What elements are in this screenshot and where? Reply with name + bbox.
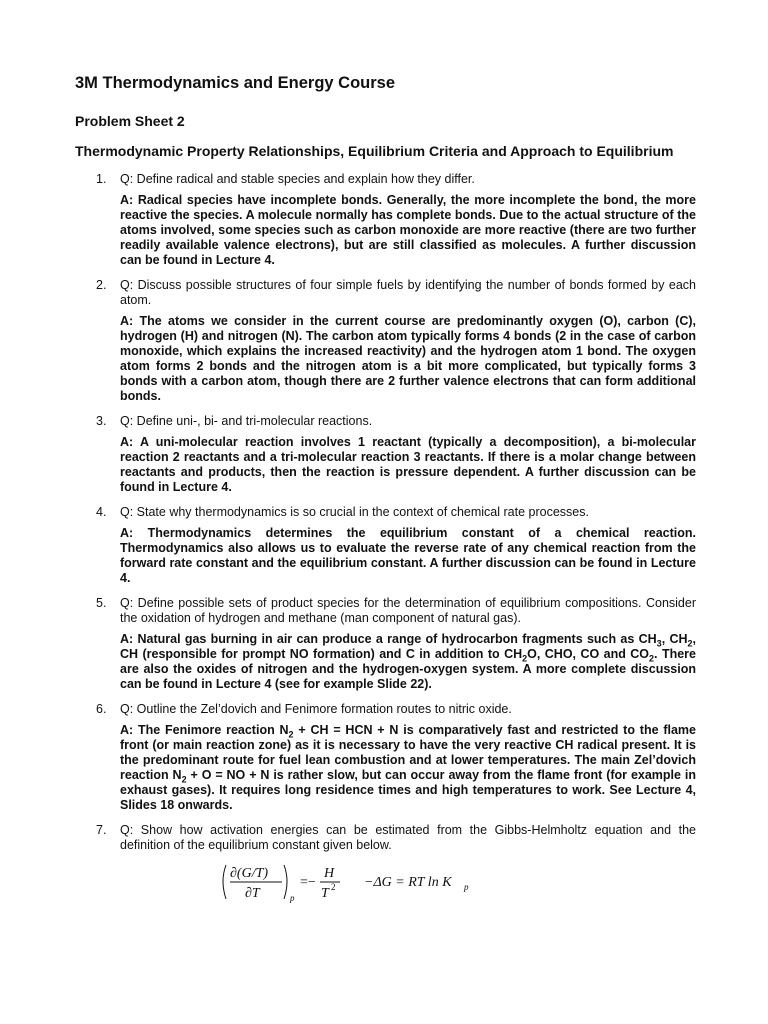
question-text: Q: Show how activation energies can be estimated from the Gibbs-Helmholtz equation and the definition of the equilibrium constant given below. (120, 823, 696, 852)
lhs-denominator: ∂T (245, 886, 260, 901)
subscript: 2 (288, 729, 294, 740)
gibbs-subscript: p (464, 882, 469, 892)
gibbs-equation: −ΔG = RT ln K (364, 875, 452, 890)
question-item-2 (75, 278, 696, 404)
answer-text: A: A uni-molecular reaction involves 1 reactant (typically a decomposition), a bi-molecular reaction 2 reactants and a tri-molecular reaction 3 reactants. If there is a molar change between reactants and products, then the reaction is pressure dependent. A further discussion can be found in Lecture 4. (120, 435, 696, 494)
question-item-7 (75, 823, 696, 905)
subscript: 2 (522, 653, 528, 664)
answer-text: A: Thermodynamics determines the equilibrium constant of a chemical reaction. Thermodynamics also allows us to evaluate the reverse rate of any chemical reaction from the forward rate constant and the equilibrium constant. A further discussion can be found in Lecture 4. (120, 526, 696, 585)
answer-segment: + CH = HCN + N is comparatively fast and restricted to the flame front (or main reaction zone) as it is necessary to have the very reactive CH radical present. It is the predominant route for fuel lean combustion and at lower temperatures. The main Zel’dovich reaction N (120, 723, 696, 782)
question-number: 5. (96, 596, 107, 610)
answer-text: A: The atoms we consider in the current course are predominantly oxygen (O), carbon (C), hydrogen (H) and nitrogen (N). The carbon atom typically forms 4 bonds (2 in the case of carbon monoxide, which explains the increased reactivity) and the hydrogen atom 1 bond. The oxygen atom forms 2 bonds and the nitrogen atom is a bit more complicated, but typically forms 3 bonds with a carbon atom, though there are 2 further valence electrons that can form additional bonds. (120, 314, 696, 403)
open-paren (223, 865, 226, 899)
document-title: 3M Thermodynamics and Energy Course (75, 74, 396, 92)
question-item-1 (75, 172, 696, 268)
question-number: 7. (96, 823, 107, 837)
question-text: Q: Define possible sets of product species for the determination of equilibrium compositions. Consider the oxidation of hydrogen and methane (man component of natural gas). (120, 596, 696, 625)
lhs-subscript: p (290, 893, 295, 903)
lhs-numerator: ∂(G/T) (230, 866, 269, 881)
rhs-superscript: 2 (331, 882, 336, 892)
answer-segment: , CH (661, 632, 688, 646)
subscript: 2 (649, 653, 655, 664)
answer-segment: A: Natural gas burning in air can produce a range of hydrocarbon fragments such as CH (120, 632, 657, 646)
question-number: 3. (96, 414, 107, 428)
rhs-denominator: T (321, 886, 329, 901)
section-heading: Thermodynamic Property Relationships, Equilibrium Criteria and Approach to Equilibrium (75, 143, 674, 159)
subscript: 3 (656, 638, 662, 649)
question-number: 2. (96, 278, 107, 292)
answer-segment: A: The Fenimore reaction N (120, 723, 289, 737)
question-text: Q: Outline the Zel’dovich and Fenimore formation routes to nitric oxide. (120, 702, 512, 716)
question-list (75, 172, 696, 905)
subscript: 2 (687, 638, 693, 649)
question-text: Q: State why thermodynamics is so crucial in the context of chemical rate processes. (120, 505, 589, 519)
question-number: 6. (96, 702, 107, 716)
rhs-numerator: H (324, 866, 335, 881)
answer-text: A: Radical species have incomplete bonds. Generally, the more incomplete the bond, the more reactive the species. A molecule normally has complete bonds. Due to the actual structure of the atoms involved, some species such as carbon monoxide are more reactive (there are two further readily available valence electrons), but are still classified as molecules. A further discussion can be found in Lecture 4. (120, 193, 696, 267)
question-item-6 (75, 702, 696, 813)
document-subtitle: Problem Sheet 2 (75, 113, 185, 129)
answer-text (120, 723, 696, 813)
question-item-3 (75, 414, 696, 495)
equation-block (220, 861, 696, 905)
question-item-4 (75, 505, 696, 586)
subscript: 2 (181, 774, 187, 785)
question-text: Q: Discuss possible structures of four simple fuels by identifying the number of bonds formed by each atom. (120, 278, 696, 307)
answer-segment: O, CHO, CO and CO (527, 647, 650, 661)
equals-minus: =− (300, 875, 316, 890)
answer-segment: . There are also the oxides of nitrogen and the hydrogen-oxygen system. A more complete discussion can be found in Lecture 4 (see for example Slide 22). (120, 647, 696, 691)
question-number: 1. (96, 172, 107, 186)
equation-svg (220, 861, 640, 905)
answer-text (120, 632, 696, 692)
question-text: Q: Define radical and stable species and explain how they differ. (120, 172, 475, 186)
answer-segment: , CH (responsible for prompt NO formation) and C in addition to CH (120, 632, 697, 661)
answer-segment: + O = NO + N is rather slow, but can occur away from the flame front (for example in exhaust gases). It requires long residence times and high temperatures to work. See Lecture 4, Slides 18 onwards. (120, 768, 696, 812)
question-text: Q: Define uni-, bi- and tri-molecular reactions. (120, 414, 373, 428)
close-paren (284, 865, 287, 899)
question-number: 4. (96, 505, 107, 519)
question-item-5 (75, 596, 696, 692)
